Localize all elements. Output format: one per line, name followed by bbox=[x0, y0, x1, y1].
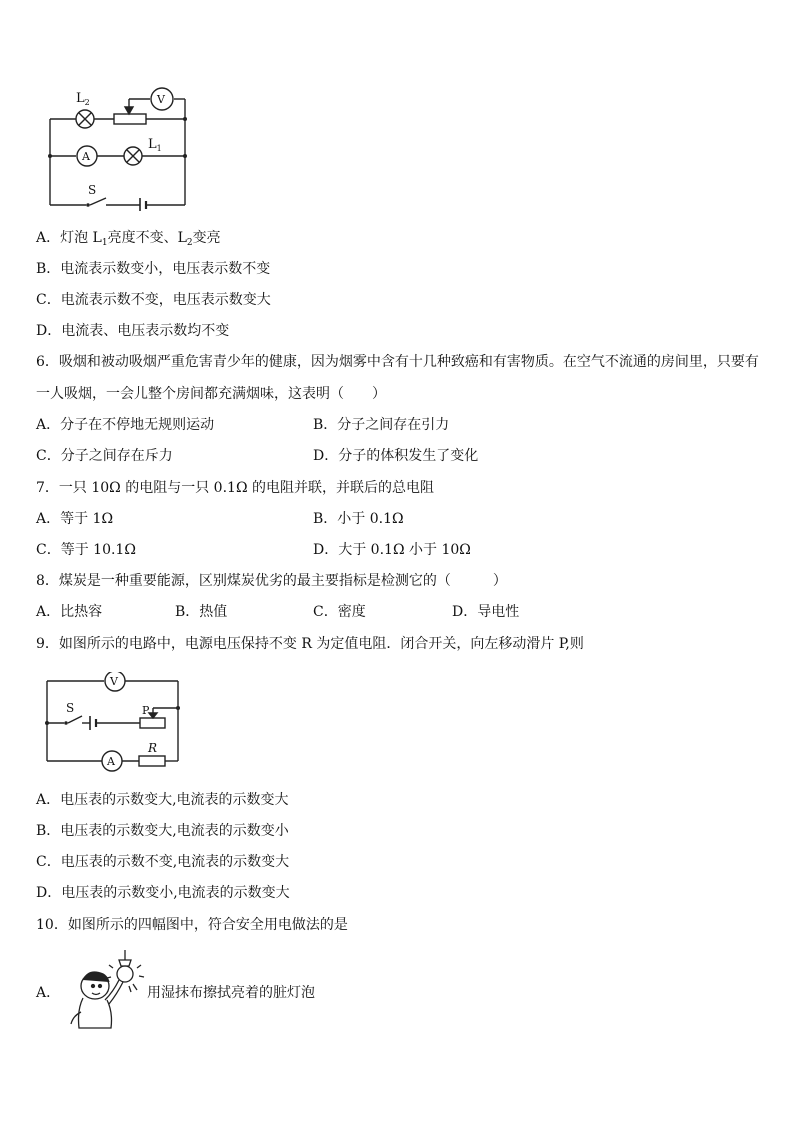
circuit-diagram-1 bbox=[44, 86, 194, 211]
resistor-label: R bbox=[148, 741, 158, 755]
q6-option-b: B．分子之间存在引力 bbox=[313, 417, 450, 433]
voltmeter-label: V bbox=[157, 93, 165, 106]
ammeter-label: A bbox=[107, 755, 115, 768]
q8-option-c: C．密度 bbox=[313, 604, 366, 620]
q5-option-a: A．灯泡 $L_1$亮度不变、$L_2$变亮 bbox=[36, 230, 221, 248]
q5-option-d: D．电流表、电压表示数均不变 bbox=[36, 323, 230, 339]
voltmeter-label: V bbox=[110, 675, 118, 688]
q9-option-b: B．电压表的示数变大,电流表的示数变小 bbox=[36, 823, 289, 839]
q10-option-a-label: A． bbox=[36, 985, 61, 1001]
q9-stem: 9．如图所示的电路中，电源电压保持不变 R 为定值电阻．闭合开关，向左移动滑片 P,则 bbox=[36, 636, 584, 652]
q8-option-d: D．导电性 bbox=[452, 604, 520, 620]
label-l1: $L_1$ bbox=[148, 137, 162, 153]
q6-option-d: D．分子的体积发生了变化 bbox=[313, 448, 479, 464]
ammeter-label: A bbox=[82, 150, 90, 163]
q7-option-c: C．等于 10.1Ω bbox=[36, 542, 136, 558]
q5-option-c: C．电流表示数不变，电压表示数变大 bbox=[36, 292, 271, 308]
q10-option-a-text: 用湿抹布擦拭亮着的脏灯泡 bbox=[147, 985, 315, 1001]
q7-option-d: D．大于 0.1Ω 小于 10Ω bbox=[313, 542, 471, 558]
q7-stem: 7．一只 10Ω 的电阻与一只 0.1Ω 的电阻并联，并联后的总电阻 bbox=[36, 480, 435, 496]
q8-option-a: A．比热容 bbox=[36, 604, 103, 620]
q8-option-b: B．热值 bbox=[175, 604, 228, 620]
q9-option-d: D．电压表的示数变小,电流表的示数变大 bbox=[36, 885, 290, 901]
q6-stem-line1: 6．吸烟和被动吸烟严重危害青少年的健康，因为烟雾中含有十几种致癌和有害物质。在空气不流通的房间里，只要有 bbox=[36, 354, 759, 370]
circuit-diagram-2 bbox=[42, 672, 187, 772]
q8-stem: 8．煤炭是一种重要能源，区别煤炭优劣的最主要指标是检测它的（ ） bbox=[36, 573, 507, 589]
switch-label: S bbox=[66, 701, 75, 715]
q6-option-c: C．分子之间存在斥力 bbox=[36, 448, 173, 464]
person-wiping-bulb-illustration bbox=[67, 950, 147, 1032]
q9-option-a: A．电压表的示数变大,电流表的示数变大 bbox=[36, 792, 289, 808]
q10-stem: 10．如图所示的四幅图中，符合安全用电做法的是 bbox=[36, 917, 348, 933]
label-l2: $L_2$ bbox=[76, 91, 90, 107]
q6-option-a: A．分子在不停地无规则运动 bbox=[36, 417, 215, 433]
slider-label: P bbox=[142, 704, 150, 717]
q9-option-c: C．电压表的示数不变,电流表的示数变大 bbox=[36, 854, 290, 870]
q7-option-b: B．小于 0.1Ω bbox=[313, 511, 404, 527]
q5-option-b: B．电流表示数变小，电压表示数不变 bbox=[36, 261, 271, 277]
switch-label: S bbox=[88, 183, 97, 197]
q6-stem-line2: 一人吸烟，一会儿整个房间都充满烟味，这表明（ ） bbox=[36, 386, 386, 402]
q7-option-a: A．等于 1Ω bbox=[36, 511, 114, 527]
